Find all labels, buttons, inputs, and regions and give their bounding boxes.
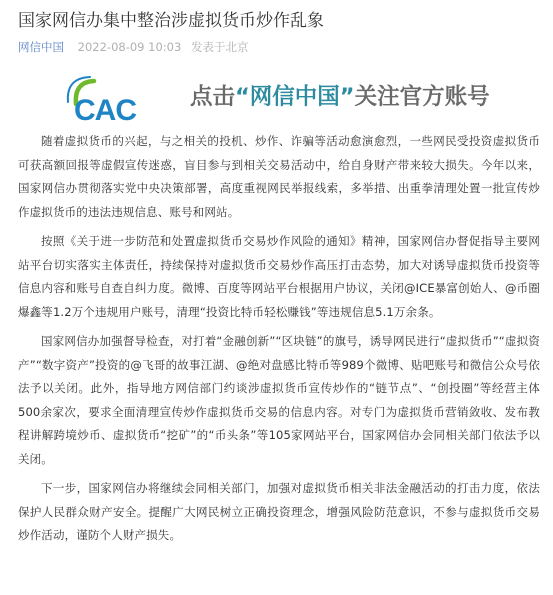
cac-logo — [48, 70, 178, 128]
banner-text — [190, 82, 490, 112]
publish-location: 发表于北京 — [190, 40, 249, 54]
paragraph-2: 按照《关于进一步防范和处置虚拟货币交易炒作风险的通知》精神，国家网信办督促指导主要网站平台切实落实主体责任，持续保持对虚拟货币交易炒作高压打击态势，加大对诱导虚拟货币投资等信息内容和账号自查自纠力度。微博、百度等网站平台根据用户协议，关闭@ICE暴富创始人、@币圈爆鑫等1.2万个违规用户账号，清理“投资比特币轻松赚钱”等违规信息5.1万余条。 — [18, 234, 540, 319]
follow-banner[interactable] — [48, 70, 508, 128]
paragraph-1: 随着虚拟货币的兴起，与之相关的投机、炒作、诈骗等活动愈演愈烈，一些网民受投资虚拟货币可获高额回报等虚假宣传迷惑，盲目参与到相关交易活动中，给自身财产带来较大损失。今年以来，国家网信办贯彻落实党中央决策部署，高度重视网民举报线索，多举措、出重拳清理处置一批宣传炒作虚拟货币的违法违规信息、账号和网站。 — [18, 134, 540, 219]
banner-text-pre: 点击 — [190, 84, 236, 110]
article-title: 国家网信办集中整治涉虚拟货币炒作乱象 — [18, 11, 324, 31]
source-link[interactable]: 网信中国 — [18, 40, 64, 54]
paragraph-4: 下一步，国家网信办将继续会同相关部门，加强对虚拟货币相关非法金融活动的打击力度，依法保护人民群众财产安全。提醒广大网民树立正确投资理念，增强风险防范意识，不参与虚拟货币交易炒作活动，谨防个人财产损失。 — [18, 481, 540, 542]
article-meta — [18, 40, 248, 54]
paragraph-3: 国家网信办加强督导检查，对打着“金融创新”“区块链”的旗号，诱导网民进行“虚拟货币”“虚拟资产”“数字资产”投资的@飞哥的故事江湖、@绝对盘感比特币等989个微博、贴吧账号和微信公众号依法予以关闭。此外，指导地方网信部门约谈涉虚拟货币宣传炒作的“链节点”、“创投圈”等经营主体500余家次，要求全面清理宣传炒作虚拟货币交易的信息内容。对专门为虚拟货币营销敛收、发布教程讲解跨境炒币、虚拟货币“挖矿”的“币头条”等105家网站平台，国家网信办会同相关部门依法予以关闭。 — [18, 334, 540, 466]
cac-logo-text: CAC — [74, 94, 136, 127]
publish-time: 2022-08-09 10:03 — [77, 40, 182, 54]
article-body — [18, 130, 540, 554]
banner-text-brand: “网信中国” — [235, 84, 355, 110]
banner-text-post: 关注官方账号 — [354, 84, 490, 110]
